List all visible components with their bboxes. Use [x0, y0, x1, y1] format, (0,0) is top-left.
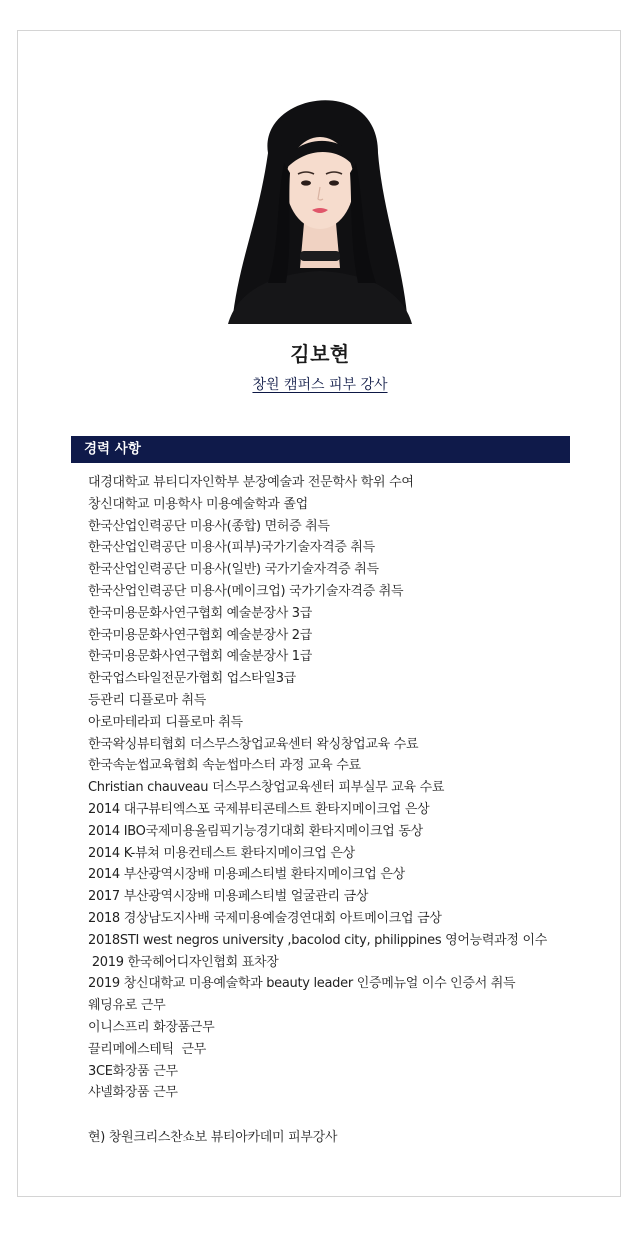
- list-item: 2014 대구뷰티엑스포 국제뷰티콘테스트 환타지메이크업 은상: [88, 801, 430, 817]
- list-item: 2014 IBO국제미용올림픽기능경기대회 환타지메이크업 동상: [88, 823, 423, 839]
- section-header-career: 경력 사항: [71, 436, 570, 463]
- list-item: 웨딩유로 근무: [88, 998, 166, 1014]
- list-item: 한국업스타일전문가협회 업스타일3급: [88, 671, 296, 687]
- list-item: 한국산업인력공단 미용사(종합) 면허증 취득: [88, 518, 330, 534]
- list-item: 2017 부산광역시장배 미용페스티벌 얼굴관리 금상: [88, 889, 369, 905]
- instructor-photo: [228, 73, 412, 324]
- list-item: 2014 부산광역시장배 미용페스티벌 환타지메이크업 은상: [88, 867, 405, 883]
- list-item: 한국산업인력공단 미용사(일반) 국가기술자격증 취득: [88, 562, 379, 578]
- list-item: 이니스프리 화장품근무: [88, 1019, 215, 1035]
- list-item: 대경대학교 뷰티디자인학부 분장예술과 전문학사 학위 수여: [88, 475, 414, 490]
- instructor-role-link[interactable]: 창원 캠퍼스 피부 강사: [252, 377, 388, 393]
- list-item: 한국미용문화사연구협회 예술분장사 3급: [88, 605, 313, 621]
- list-item: 2019 창신대학교 미용예술학과 beauty leader 인증메뉴얼 이수 인증서 취득: [88, 976, 516, 992]
- list-item: 2018 경상남도지사배 국제미용예술경연대회 아트메이크업 금상: [88, 910, 442, 926]
- list-item: 한국산업인력공단 미용사(피부)국가기술자격증 취득: [88, 540, 375, 556]
- current-position: 현) 창원크리스찬쇼보 뷰티아카데미 피부강사: [88, 1130, 338, 1145]
- list-item: Christian chauveau 더스무스창업교육센터 피부실무 교육 수료: [88, 780, 445, 796]
- list-item: 등관리 디플로마 취득: [88, 692, 206, 708]
- instructor-profile-card: [17, 30, 621, 1197]
- list-item: 한국미용문화사연구협회 예술분장사 2급: [88, 627, 313, 643]
- list-item: 한국왁싱뷰티협회 더스무스창업교육센터 왁싱창업교육 수료: [88, 736, 419, 752]
- instructor-role: [18, 374, 622, 394]
- list-item: 창신대학교 미용학사 미용예술학과 졸업: [88, 496, 308, 512]
- career-list: [88, 472, 608, 1104]
- instructor-name: 김보현: [290, 342, 350, 366]
- list-item: 아로마테라피 디플로마 취득: [88, 714, 243, 730]
- list-item: 2019 한국헤어디자인협회 표차장: [88, 954, 279, 970]
- list-item: 한국미용문화사연구협회 예술분장사 1급: [88, 649, 313, 665]
- list-item: 한국속눈썹교육협회 속눈썹마스터 과정 교육 수료: [88, 758, 361, 774]
- list-item: 한국산업인력공단 미용사(메이크업) 국가기술자격증 취득: [88, 583, 404, 599]
- list-item: 끌리메에스테틱 근무: [88, 1041, 206, 1057]
- list-item: 2014 K-뷰쳐 미용컨테스트 환타지메이크업 은상: [88, 845, 355, 861]
- list-item: 2018STI west negros university ,bacolod city, philippines 영어능력과정 이수: [88, 932, 548, 948]
- list-item: 샤넬화장품 근무: [88, 1085, 178, 1101]
- list-item: 3CE화장품 근무: [88, 1063, 178, 1079]
